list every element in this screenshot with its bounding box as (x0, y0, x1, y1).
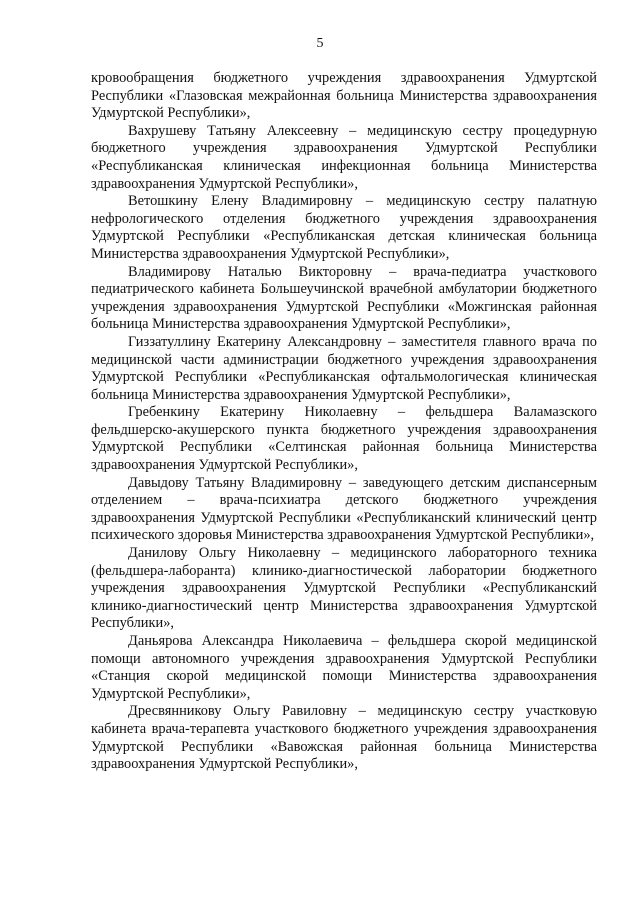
paragraph-entry: Даньярова Александра Николаевича – фельдшера скорой медицинской помощи автономного учреждения здравоохранения Удмуртской Республики «Станция скорой медицинской помощи Министерства здравоохранения Удмуртской Республики», (91, 633, 597, 702)
paragraph-entry: Давыдову Татьяну Владимировну – заведующего детским диспансерным отделением – врача-психиатра детского бюджетного учреждения здравоохранения Удмуртской Республики «Республиканский клинический центр психического здоровья Министерства здравоохранения Удмуртской Республики», (91, 474, 597, 544)
paragraph-entry: Данилову Ольгу Николаевну – медицинского лабораторного техника (фельдшера-лаборанта) клинико-диагностической лаборатории бюджетного учреждения здравоохранения Удмуртской Республики «Республиканский клинико-диагностический центр Министерства здравоохранения Удмуртской Республики», (91, 545, 597, 632)
paragraph-entry: Владимирову Наталью Викторовну – врача-педиатра участкового педиатрического кабинета Большеучинской врачебной амбулатории бюджетного учреждения здравоохранения Удмуртской Республики «Можгинская районная больница Министерства здравоохранения Удмуртской Республики», (91, 263, 597, 333)
paragraph-entry: Вахрушеву Татьяну Алексеевну – медицинскую сестру процедурную бюджетного учреждения здравоохранения Удмуртской Республики «Республиканская клиническая инфекционная больница Министерства здравоохранения Удмуртской Республики», (91, 122, 597, 192)
page-number: 5 (316, 36, 324, 51)
award-list (91, 70, 597, 774)
paragraph-entry: Дресвянникову Ольгу Равиловну – медицинскую сестру участковую кабинета врача-терапевта участкового бюджетного учреждения здравоохранения Удмуртской Республики «Вавожская районная больница Министерства здравоохранения Удмуртской Республики», (91, 703, 597, 773)
paragraph-continued: кровообращения бюджетного учреждения здравоохранения Удмуртской Республики «Глазовская межрайонная больница Министерства здравоохранения Удмуртской Республики», (91, 70, 597, 122)
paragraph-entry: Гиззатуллину Екатерину Александровну – заместителя главного врача по медицинской части администрации бюджетного учреждения здравоохранения Удмуртской Республики «Республиканская офтальмологическая клиническая больница Министерства здравоохранения Удмуртской Республики», (91, 333, 597, 403)
paragraph-entry: Гребенкину Екатерину Николаевну – фельдшера Валамазского фельдшерско-акушерского пункта бюджетного учреждения здравоохранения Удмуртской Республики «Селтинская районная больница Министерства здравоохранения Удмуртской Республики», (91, 404, 597, 474)
paragraph-entry: Ветошкину Елену Владимировну – медицинскую сестру палатную нефрологического отделения бюджетного учреждения здравоохранения Удмуртской Республики «Республиканская детская клиническая больница Министерства здравоохранения Удмуртской Республики», (91, 193, 597, 262)
